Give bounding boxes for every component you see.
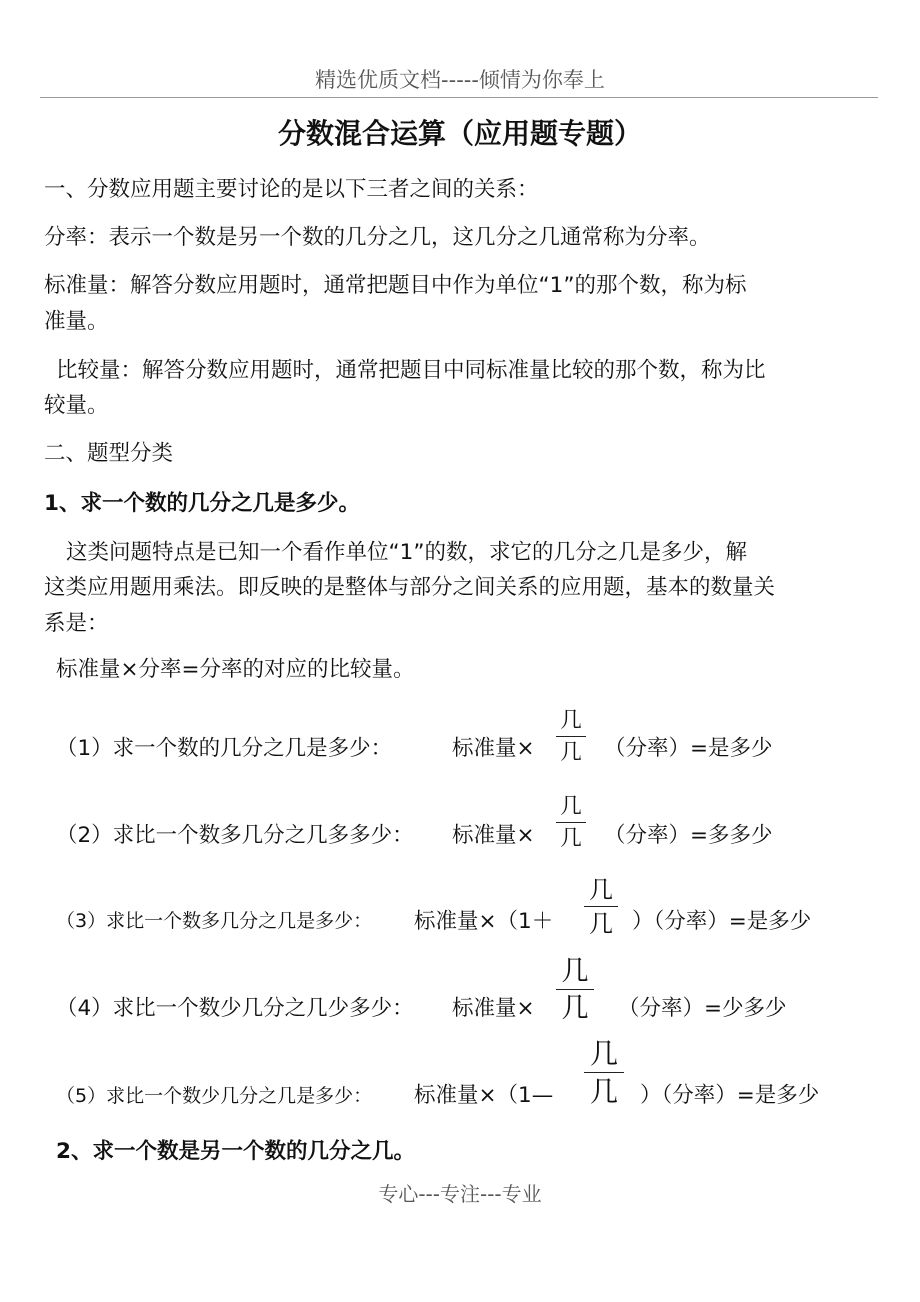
formula-4-numerator: 几 <box>561 956 589 987</box>
header-divider <box>40 97 878 98</box>
formula-2-fraction <box>556 796 586 849</box>
formula-5-label: （5）求比一个数少几分之几是多少： <box>56 1085 373 1107</box>
formula-5-numerator: 几 <box>589 1037 618 1070</box>
compare-definition-line2: 较量。 <box>44 393 109 418</box>
formula-3-fraction <box>584 878 618 936</box>
document-title: 分数混合运算（应用题专题） <box>277 117 642 150</box>
formula-3-label: （3）求比一个数多几分之几是多少： <box>56 910 373 932</box>
fraction-bar <box>556 736 586 737</box>
formula-1-right: （分率）=是多少 <box>604 736 773 761</box>
formula-4-fraction <box>556 958 594 1022</box>
formula-1-label: （1）求一个数的几分之几是多少： <box>56 736 393 761</box>
formula-2-left: 标准量× <box>452 823 535 848</box>
section1-heading: 一、分数应用题主要讨论的是以下三者之间的关系： <box>44 177 539 202</box>
fraction-bar <box>584 1072 624 1073</box>
formula-1-denominator: 几 <box>560 739 582 765</box>
page-header: 精选优质文档-----倾情为你奉上 <box>315 68 605 92</box>
quantity-relation: 标准量×分率=分率的对应的比较量。 <box>56 657 415 682</box>
formula-1-numerator: 几 <box>560 708 582 733</box>
formula-2-right: （分率）=多多少 <box>604 823 773 848</box>
fraction-bar <box>584 906 618 907</box>
type1-description-line1: 这类问题特点是已知一个看作单位“1”的数，求它的几分之几是多少，解 <box>66 540 747 565</box>
formula-5-left: 标准量×（1— <box>414 1083 554 1108</box>
page-footer: 专心---专注---专业 <box>378 1182 542 1206</box>
formula-2-denominator: 几 <box>560 825 582 851</box>
formula-3-right: ）（分率）=是多少 <box>632 909 812 934</box>
formula-1-fraction <box>556 710 586 763</box>
formula-5-right: ）（分率）=是多少 <box>640 1083 820 1108</box>
rate-definition: 分率：表示一个数是另一个数的几分之几，这几分之几通常称为分率。 <box>44 225 711 250</box>
type1-description-line2: 这类应用题用乘法。即反映的是整体与部分之间关系的应用题，基本的数量关 <box>44 575 776 600</box>
fraction-bar <box>556 822 586 823</box>
formula-2-label: （2）求比一个数多几分之几多多少： <box>56 823 414 848</box>
standard-definition-line1: 标准量：解答分数应用题时，通常把题目中作为单位“1”的那个数，称为标 <box>44 273 747 298</box>
formula-3-numerator: 几 <box>589 876 613 904</box>
type2-heading: 2、求一个数是另一个数的几分之几。 <box>56 1139 415 1164</box>
standard-definition-line2: 准量。 <box>44 309 109 334</box>
section2-heading: 二、题型分类 <box>44 441 174 466</box>
formula-2-numerator: 几 <box>560 794 582 819</box>
formula-1-left: 标准量× <box>452 736 535 761</box>
compare-definition-line1: 比较量：解答分数应用题时，通常把题目中同标准量比较的那个数，称为比 <box>56 358 766 383</box>
formula-4-right: （分率）=少多少 <box>618 996 787 1021</box>
formula-4-left: 标准量× <box>452 996 535 1021</box>
formula-4-label: （4）求比一个数少几分之几少多少： <box>56 996 414 1021</box>
type1-description-line3: 系是： <box>44 611 109 636</box>
formula-5-fraction <box>584 1037 624 1108</box>
formula-5-denominator: 几 <box>589 1075 618 1108</box>
type1-heading: 1、求一个数的几分之几是多少。 <box>44 491 360 516</box>
formula-4-denominator: 几 <box>561 993 589 1024</box>
formula-3-left: 标准量×（1＋ <box>414 909 554 934</box>
fraction-bar <box>556 989 594 990</box>
formula-3-denominator: 几 <box>589 910 613 938</box>
